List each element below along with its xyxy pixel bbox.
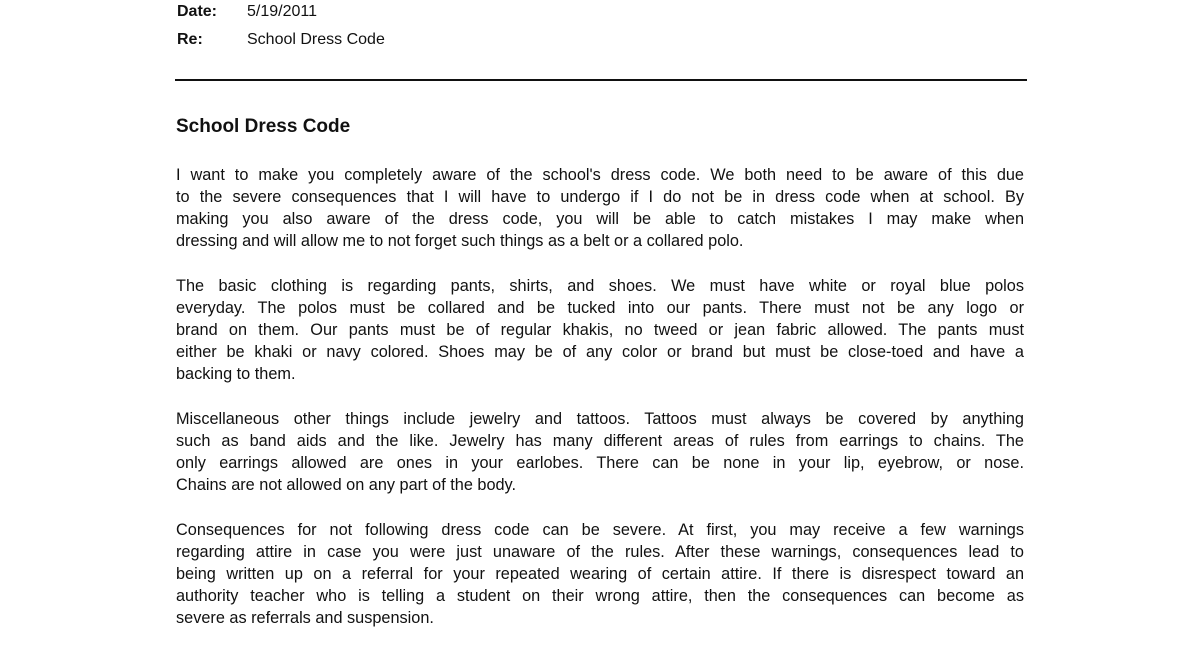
paragraph (176, 408, 1024, 496)
document-title: School Dress Code (176, 116, 351, 137)
header-divider (175, 79, 1027, 81)
text-line: everyday. The polos must be collared and be tucked into our pants. There must not be any logo or (176, 299, 1024, 317)
text-line: Consequences for not following dress code can be severe. At first, you may receive a few warnings (176, 521, 1024, 539)
text-line: either be khaki or navy colored. Shoes may be of any color or brand but must be close-toed and have a (176, 343, 1024, 361)
text-line: authority teacher who is telling a student on their wrong attire, then the consequences can become as (176, 587, 1024, 605)
date-value: 5/19/2011 (247, 3, 317, 20)
re-value: School Dress Code (247, 31, 385, 48)
text-line: only earrings allowed are ones in your earlobes. There can be none in your lip, eyebrow, or nose. (176, 454, 1024, 472)
text-line: such as band aids and the like. Jewelry has many different areas of rules from earrings to chains. The (176, 432, 1024, 450)
text-line: being written up on a referral for your repeated wearing of certain attire. If there is disrespect toward an (176, 565, 1024, 583)
re-label: Re: (177, 31, 203, 48)
date-label: Date: (177, 3, 218, 20)
text-line: dressing and will allow me to not forget such things as a belt or a collared polo. (176, 232, 744, 250)
text-line: severe as referrals and suspension. (176, 609, 434, 627)
paragraph (176, 519, 1024, 629)
text-line: Chains are not allowed on any part of the body. (176, 476, 517, 494)
date-row (177, 2, 577, 21)
paragraph (176, 164, 1024, 252)
re-row (177, 30, 577, 49)
text-line: making you also aware of the dress code, you will be able to catch mistakes I may make when (176, 210, 1024, 228)
text-line: The basic clothing is regarding pants, shirts, and shoes. We must have white or royal blue polos (176, 277, 1024, 295)
text-line: backing to them. (176, 365, 296, 383)
text-line: I want to make you completely aware of the school's dress code. We both need to be aware of this due (176, 166, 1024, 184)
text-line: brand on them. Our pants must be of regular khakis, no tweed or jean fabric allowed. The pants must (176, 321, 1024, 339)
document-body (176, 164, 1024, 652)
text-line: to the severe consequences that I will have to undergo if I do not be in dress code when at school. By (176, 188, 1024, 206)
text-line: regarding attire in case you were just unaware of the rules. After these warnings, consequences lead to (176, 543, 1024, 561)
paragraph (176, 275, 1024, 385)
text-line: Miscellaneous other things include jewelry and tattoos. Tattoos must always be covered by anything (176, 410, 1024, 428)
